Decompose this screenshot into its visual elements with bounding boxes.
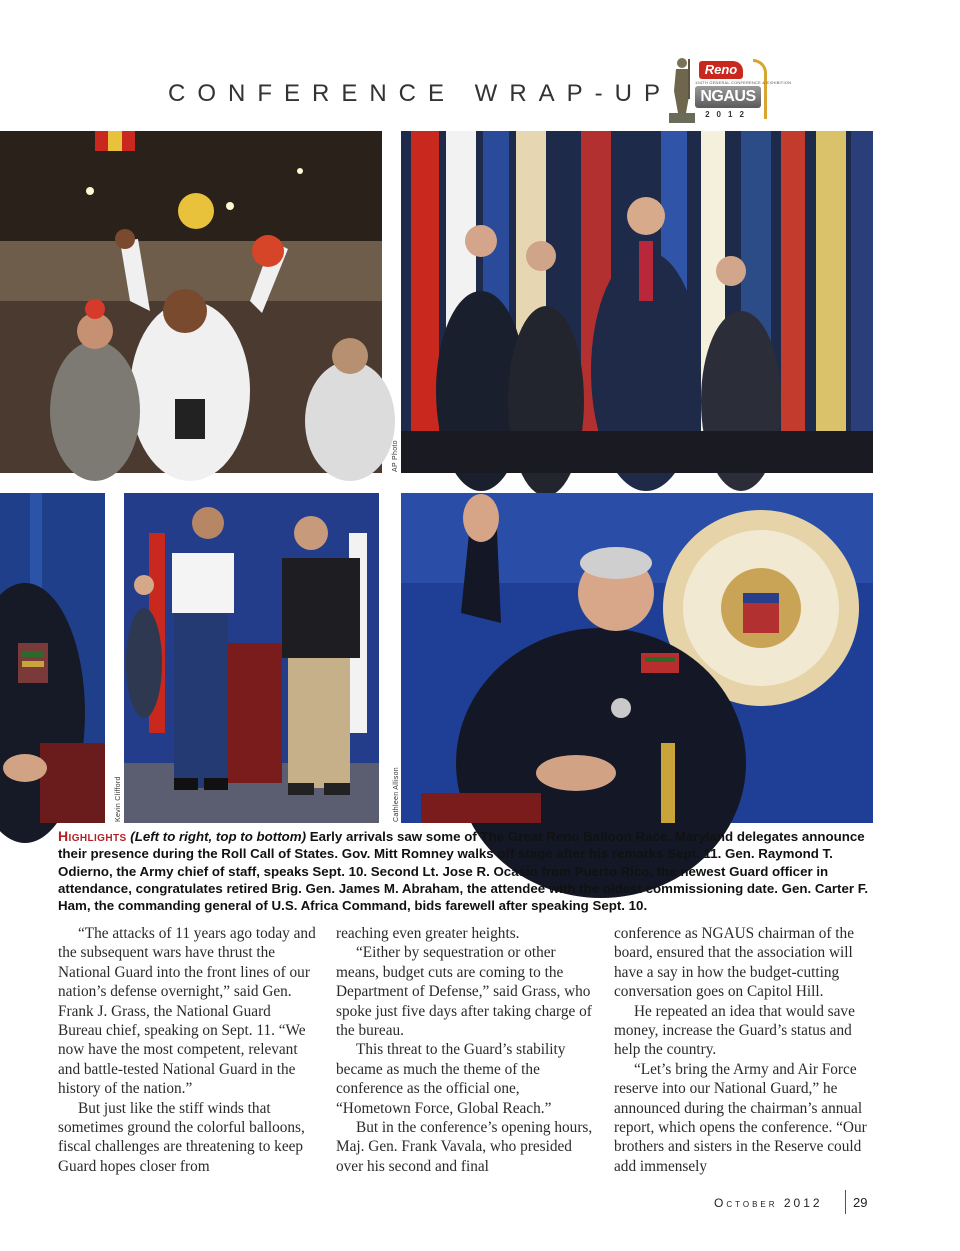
article-paragraph: conference as NGAUS chairman of the board, ensured that the association will have a say in how the budget-cutting conversation goes on Capitol Hill. — [614, 925, 854, 1001]
photo-odierno — [0, 493, 105, 823]
photo-ham-farewell — [401, 493, 873, 823]
article-paragraph: “Let’s bring the Army and Air Force reserve into our National Guard,” he announced during the chairman’s annual report, which opens the conference. “Our brothers and sisters in the Reserve could add immensely — [614, 1060, 867, 1175]
footer-month: October 2012 — [714, 1196, 823, 1210]
article-paragraph: But just like the stiff winds that sometimes ground the colorful balloons, fiscal challenges are threatening to keep Guard hopes closer from — [58, 1099, 305, 1175]
page-number: 29 — [853, 1195, 868, 1210]
caption-body: Early arrivals saw some of The Great Reno Balloon Race. Maryland delegates announce their presence during the Roll Call of States. Gov. Mitt Romney walks off stage after his remarks Sept. 11. Gen. Raymond T. Odierno, the Army chief of staff, speaks Sept. 10. Second Lt. Jose R. Ocasio from Puerto Rico, the newest Guard officer in attendance, congratulates retired Brig. Gen. James M. Abraham, the attendee with the oldest commissioning date. Gen. Carter F. Ham, the commanding general of U.S. Africa Command, bids farewell after speaking Sept. 10. — [58, 829, 869, 914]
article-column-2 — [336, 924, 594, 1176]
article-paragraph: reaching even greater heights. — [336, 925, 520, 942]
footer-divider — [845, 1190, 846, 1214]
logo-reno-text: Reno — [699, 61, 743, 79]
section-title: CONFERENCE WRAP-UP — [168, 80, 673, 107]
article-paragraph: But in the conference’s opening hours, Maj. Gen. Frank Vavala, who presided over his second and final — [336, 1119, 593, 1175]
photo-ocasio-abraham — [124, 493, 379, 823]
caption-paren: (Left to right, top to bottom) — [130, 829, 307, 844]
caption-highlight-label: Highlights — [58, 828, 127, 844]
photo-credit-clifford: Kevin Clifford — [115, 776, 122, 822]
article-paragraph: “The attacks of 11 years ago today and the subsequent wars have thrust the National Guard into the front lines of our nation’s defense overnight,” said Gen. Frank J. Grass, the National Guard Bureau chief, speaking on Sept. 11. “We now have the most competent, relevant and battle-tested National Guard in the history of the nation.” — [58, 925, 316, 1098]
logo-tagline: 134TH GENERAL CONFERENCE & EXHIBITION — [695, 80, 792, 85]
article-column-1 — [58, 924, 318, 1176]
article-paragraph: He repeated an idea that would save money, increase the Guard’s status and help the country. — [614, 1002, 855, 1059]
photo-maryland-delegates — [0, 131, 382, 473]
photo-caption — [58, 828, 878, 914]
article-paragraph: This threat to the Guard’s stability became as much the theme of the conference as the official one, “Hometown Force, Global Reach.” — [336, 1041, 566, 1117]
minuteman-statue-icon — [667, 55, 697, 123]
article-paragraph: “Either by sequestration or other means, budget cuts are coming to the Department of Defense,” said Grass, who spoke just five days after taking charge of the bureau. — [336, 944, 592, 1040]
logo-ngaus-text: NGAUS — [695, 86, 761, 108]
photo-romney-stage — [401, 131, 873, 473]
photo-credit-ap: AP Photo — [392, 440, 399, 472]
ngaus-reno-logo — [663, 55, 792, 125]
photo-credit-allison: Cathleen Allison — [393, 767, 400, 822]
logo-year: 2012 — [705, 110, 751, 119]
article-column-3 — [614, 924, 876, 1176]
